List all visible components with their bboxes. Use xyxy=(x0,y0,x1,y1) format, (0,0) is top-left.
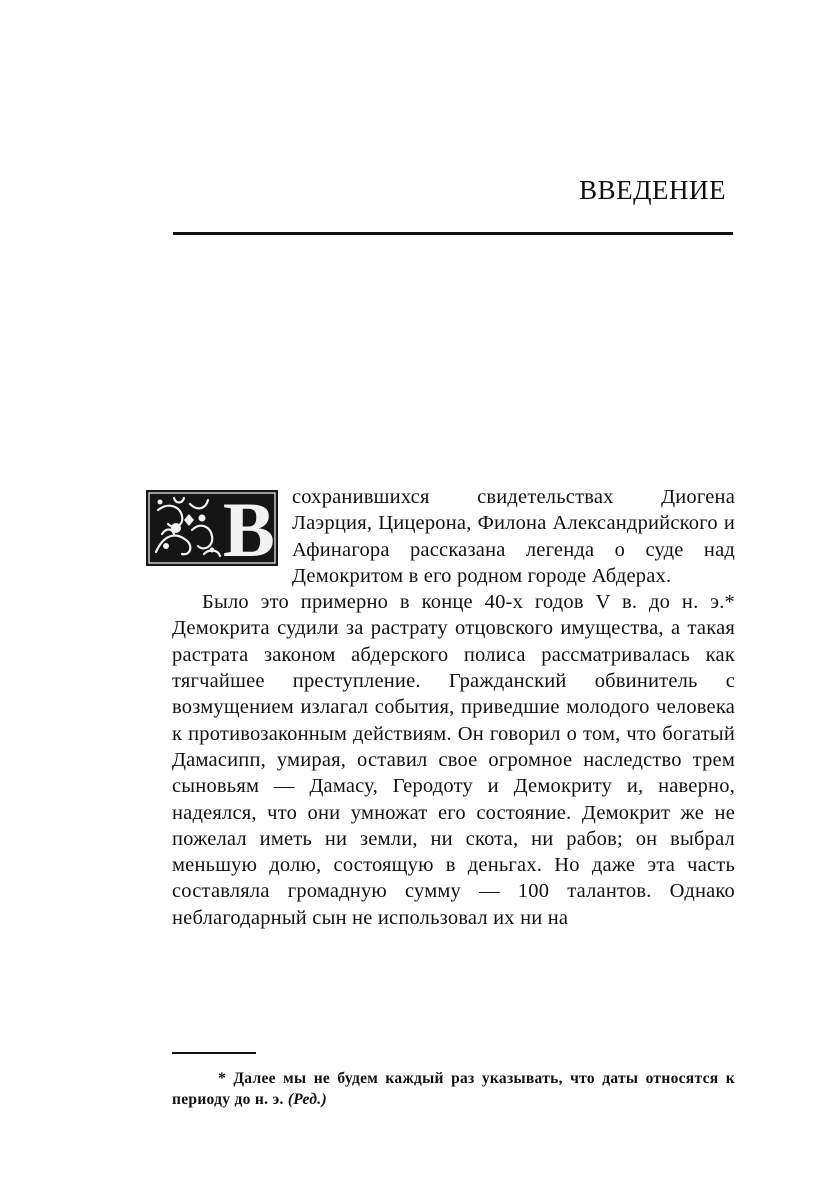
dropcap-letter: В xyxy=(222,490,276,566)
footnote-text: * Далее мы не будем каждый раз указывать, что даты относятся к периоду до н. э. xyxy=(172,1070,735,1108)
ornamental-dropcap xyxy=(146,490,278,566)
dropcap-ornament-icon xyxy=(146,490,278,566)
chapter-title: ВВЕДЕНИЕ xyxy=(579,175,726,205)
title-underline xyxy=(173,232,733,235)
paragraph-2: Было это примерно в конце 40-х годов V в. до н. э.* Демокрита судили за растрату отцовского имущества, а такая растрата законом абдерского полиса рассматривалась как тягчайшее преступление. Гражданский обвинитель с возмущением излагал события, приведшие молодого человека к противозаконным действиям. Он говорил о том, что богатый Дамасипп, умирая, оставил свое огромное наследство трем сыновьям — Дамасу, Геродоту и Демокриту и, наверно, надеялся, что они умножат его состояние. Демокрит же не пожелал иметь ни земли, ни скота, ни рабов; он выбрал меньшую долю, состоящую в деньгах. Но даже эта часть составляла громадную сумму — 100 талантов. Однако неблагодарный сын не использовал их ни на xyxy=(172,591,735,929)
editor-mark: (Ред.) xyxy=(287,1091,327,1108)
footnote xyxy=(172,1068,735,1110)
footnote-separator xyxy=(172,1052,256,1054)
paragraph-1: сохранившихся свидетельствах Диогена Лаэрция, Цицерона, Филона Александрийского и Афинагора рассказана легенда о суде над Демокритом в его родном городе Абдерах. xyxy=(292,486,735,587)
main-text xyxy=(172,484,735,931)
